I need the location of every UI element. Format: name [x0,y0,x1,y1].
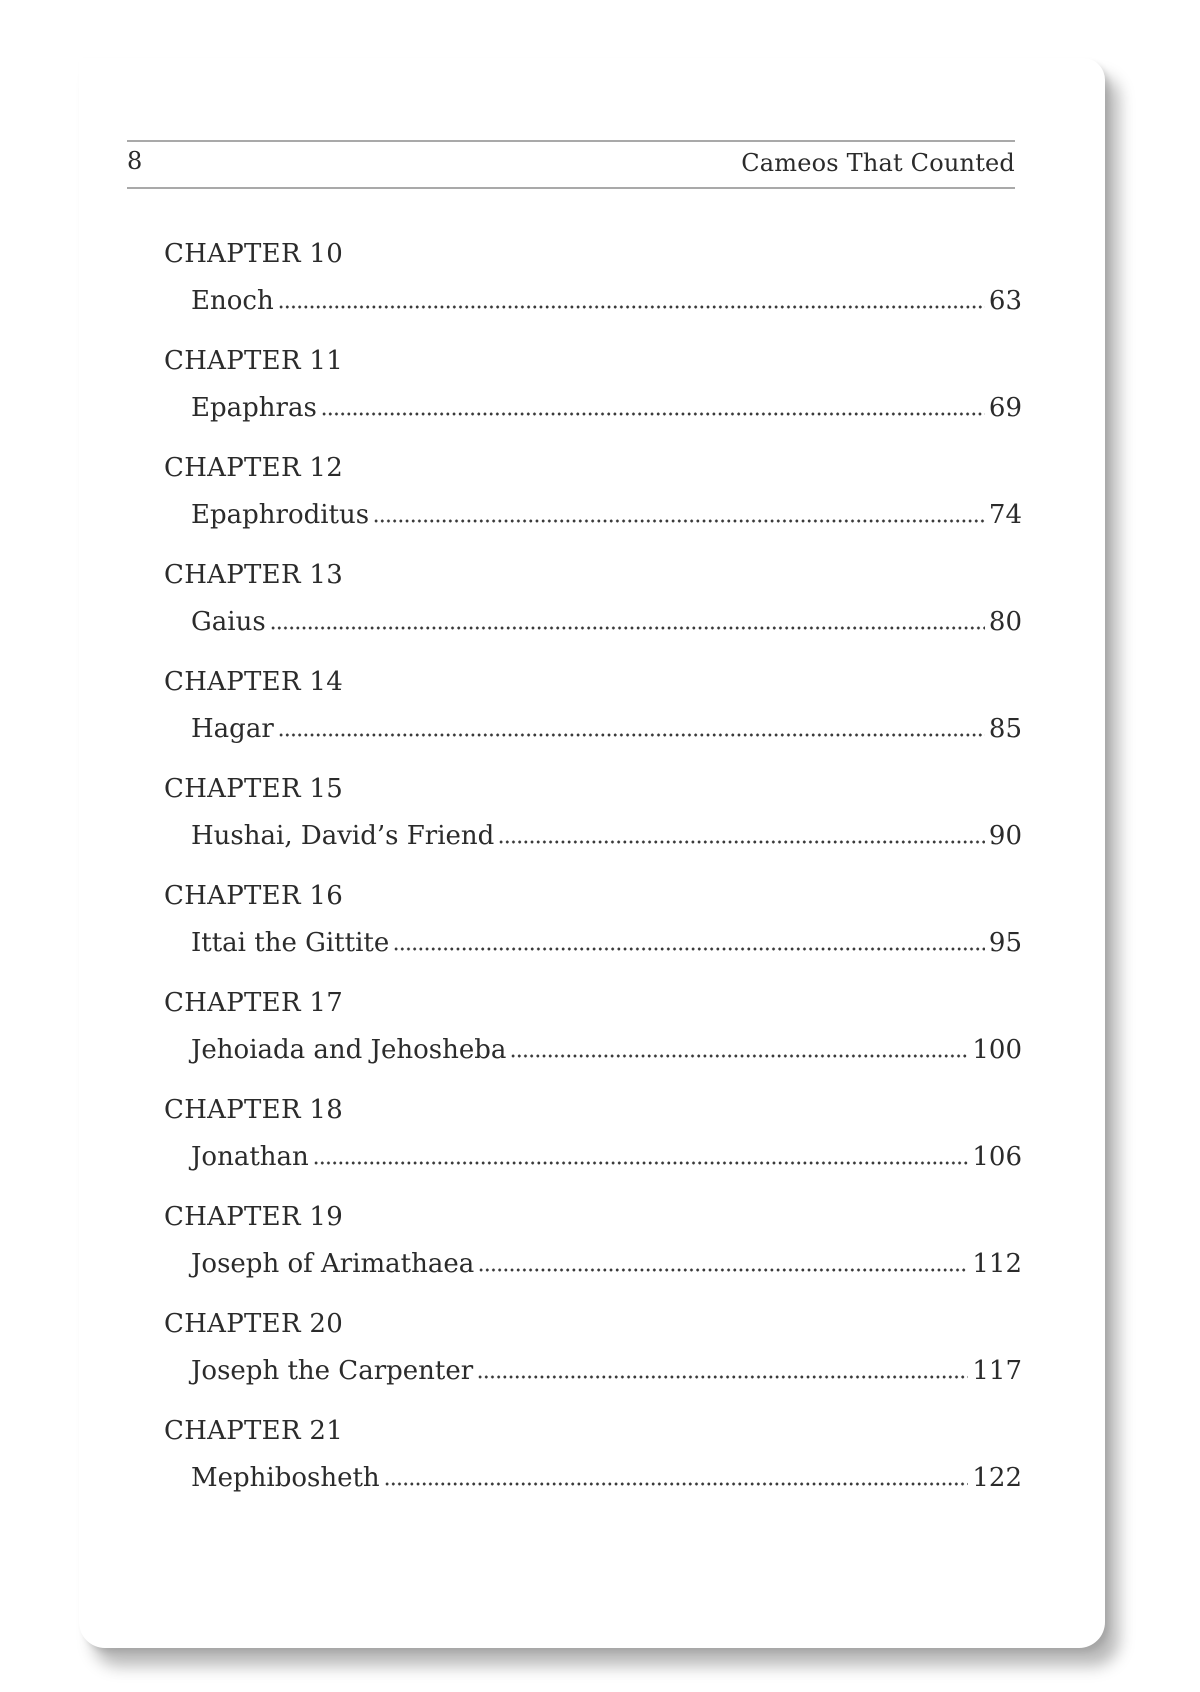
toc-title-line [164,1248,1022,1280]
toc-entry [164,1094,1022,1201]
toc-entry [164,1201,1022,1308]
book-title: Cameos That Counted [741,149,1015,177]
dot-leader [373,519,985,523]
chapter-title: Mephibosheth [191,1463,380,1493]
toc-entry [164,452,1022,559]
toc-entry [164,880,1022,987]
chapter-title: Joseph of Arimathaea [191,1249,475,1279]
chapter-title: Enoch [191,286,274,316]
toc-entry [164,987,1022,1094]
chapter-page-number: 80 [988,607,1022,637]
toc-title-line [164,927,1022,959]
chapter-page-number: 95 [988,928,1022,958]
chapter-title: Jehoiada and Jehosheba [191,1035,507,1065]
chapter-label: CHAPTER 21 [164,1416,344,1446]
toc-title-line [164,392,1022,424]
toc-title-line [164,499,1022,531]
chapter-title: Hushai, David’s Friend [191,821,495,851]
toc-title-line [164,1034,1022,1066]
toc-entry [164,238,1022,345]
toc-entry [164,559,1022,666]
chapter-page-number: 112 [972,1249,1022,1279]
dot-leader [384,1482,969,1486]
chapter-page-number: 74 [988,500,1022,530]
toc-title-line [164,606,1022,638]
chapter-page-number: 106 [972,1142,1022,1172]
toc-title-line [164,820,1022,852]
page-number: 8 [127,147,143,175]
chapter-label: CHAPTER 20 [164,1309,344,1339]
toc-title-line [164,1355,1022,1387]
chapter-label: CHAPTER 13 [164,560,344,590]
chapter-label: CHAPTER 14 [164,667,344,697]
book-page [79,58,1105,1648]
chapter-page-number: 117 [972,1356,1022,1386]
chapter-title: Joseph the Carpenter [191,1356,474,1386]
toc-entry [164,345,1022,452]
chapter-page-number: 63 [988,286,1022,316]
chapter-label: CHAPTER 10 [164,239,344,269]
table-of-contents [164,238,1022,1522]
chapter-page-number: 69 [988,393,1022,423]
chapter-label: CHAPTER 15 [164,774,344,804]
toc-entry [164,1415,1022,1522]
chapter-page-number: 100 [972,1035,1022,1065]
toc-title-line [164,1462,1022,1494]
dot-leader [313,1161,969,1165]
dot-leader [321,412,985,416]
toc-entry [164,773,1022,880]
chapter-page-number: 122 [972,1463,1022,1493]
toc-entry [164,666,1022,773]
chapter-label: CHAPTER 12 [164,453,344,483]
running-header [127,140,1015,189]
chapter-title: Jonathan [191,1142,309,1172]
chapter-title: Ittai the Gittite [191,928,390,958]
toc-entry [164,1308,1022,1415]
toc-title-line [164,713,1022,745]
dot-leader [270,626,985,630]
chapter-title: Epaphras [191,393,317,423]
dot-leader [393,947,985,951]
dot-leader [278,733,985,737]
dot-leader [278,305,985,309]
chapter-label: CHAPTER 16 [164,881,344,911]
chapter-title: Gaius [191,607,266,637]
chapter-label: CHAPTER 18 [164,1095,344,1125]
dot-leader [477,1375,968,1379]
dot-leader [510,1054,968,1058]
chapter-title: Epaphroditus [191,500,370,530]
chapter-label: CHAPTER 19 [164,1202,344,1232]
chapter-title: Hagar [191,714,274,744]
dot-leader [478,1268,968,1272]
chapter-label: CHAPTER 11 [164,346,344,376]
chapter-page-number: 90 [988,821,1022,851]
chapter-label: CHAPTER 17 [164,988,344,1018]
toc-title-line [164,1141,1022,1173]
chapter-page-number: 85 [988,714,1022,744]
dot-leader [498,840,985,844]
toc-title-line [164,285,1022,317]
